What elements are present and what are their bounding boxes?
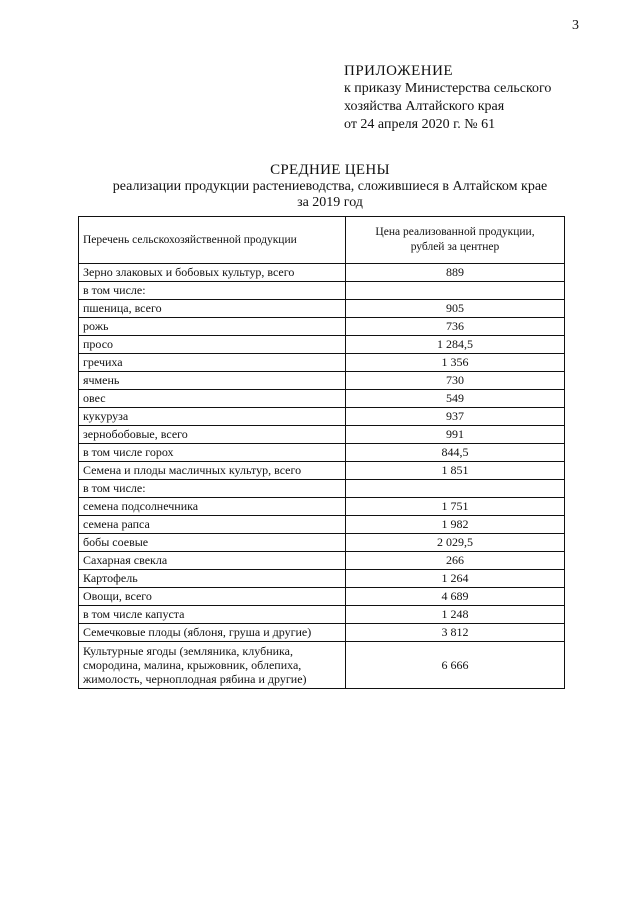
product-name-line-1: Культурные ягоды (земляника, клубника, <box>83 644 294 658</box>
product-price <box>346 480 565 498</box>
product-name: семена подсолнечника <box>79 498 346 516</box>
product-name: семена рапса <box>79 516 346 534</box>
product-price: 889 <box>346 264 565 282</box>
product-price: 991 <box>346 426 565 444</box>
table-row <box>79 480 565 498</box>
product-name: просо <box>79 336 346 354</box>
product-name: бобы соевые <box>79 534 346 552</box>
product-name-line-3: жимолость, черноплодная рябина и другие) <box>83 672 307 686</box>
table-row <box>79 426 565 444</box>
product-price <box>346 282 565 300</box>
appendix-line-1: к приказу Министерства сельского <box>344 81 552 96</box>
table-row <box>79 552 565 570</box>
table-row <box>79 588 565 606</box>
table-row <box>79 408 565 426</box>
table-row <box>79 300 565 318</box>
table-row <box>79 318 565 336</box>
product-price: 905 <box>346 300 565 318</box>
product-name: в том числе: <box>79 480 346 498</box>
product-price: 266 <box>346 552 565 570</box>
table-row <box>79 606 565 624</box>
product-price: 844,5 <box>346 444 565 462</box>
product-name: гречиха <box>79 354 346 372</box>
product-price: 3 812 <box>346 624 565 642</box>
table-row <box>79 498 565 516</box>
product-price: 730 <box>346 372 565 390</box>
product-price: 1 248 <box>346 606 565 624</box>
product-price: 4 689 <box>346 588 565 606</box>
title-main: СРЕДНИЕ ЦЕНЫ <box>270 162 390 178</box>
table-row <box>79 642 565 689</box>
product-price: 736 <box>346 318 565 336</box>
product-name: Зерно злаковых и бобовых культур, всего <box>79 264 346 282</box>
price-table <box>78 216 565 689</box>
table-row <box>79 264 565 282</box>
product-price: 1 982 <box>346 516 565 534</box>
appendix-line-3: от 24 апреля 2020 г. № 61 <box>344 117 496 132</box>
table-row <box>79 390 565 408</box>
product-price: 1 284,5 <box>346 336 565 354</box>
product-price: 1 851 <box>346 462 565 480</box>
header-price-line-2: рублей за центнер <box>410 241 500 253</box>
product-name: зернобобовые, всего <box>79 426 346 444</box>
header-price-line-1: Цена реализованной продукции, <box>375 226 535 238</box>
table-row <box>79 516 565 534</box>
product-name-line-2: смородина, малина, крыжовник, облепиха, <box>83 658 302 672</box>
appendix-line-2: хозяйства Алтайского края <box>344 99 505 114</box>
product-name: ячмень <box>79 372 346 390</box>
table-row <box>79 444 565 462</box>
table-row <box>79 570 565 588</box>
product-name: рожь <box>79 318 346 336</box>
header-product: Перечень сельскохозяйственной продукции <box>79 217 346 264</box>
product-price: 937 <box>346 408 565 426</box>
table-row <box>79 624 565 642</box>
product-name: Семена и плоды масличных культур, всего <box>79 462 346 480</box>
product-price: 2 029,5 <box>346 534 565 552</box>
page-number: 3 <box>572 18 579 33</box>
product-name: овес <box>79 390 346 408</box>
title-subtitle-2: за 2019 год <box>297 195 363 210</box>
product-price: 1 356 <box>346 354 565 372</box>
document-title <box>60 162 600 211</box>
table-row <box>79 354 565 372</box>
product-name <box>79 642 346 689</box>
table-header-row <box>79 217 565 264</box>
product-name: пшеница, всего <box>79 300 346 318</box>
product-name: в том числе горох <box>79 444 346 462</box>
product-name: в том числе: <box>79 282 346 300</box>
product-name: Картофель <box>79 570 346 588</box>
product-name: в том числе капуста <box>79 606 346 624</box>
product-price: 549 <box>346 390 565 408</box>
table-row <box>79 282 565 300</box>
table-row <box>79 336 565 354</box>
table-row <box>79 462 565 480</box>
title-subtitle-1: реализации продукции растениеводства, сложившиеся в Алтайском крае <box>112 179 548 194</box>
product-name: Овощи, всего <box>79 588 346 606</box>
table-row <box>79 534 565 552</box>
product-name: Сахарная свекла <box>79 552 346 570</box>
appendix-block <box>344 62 551 134</box>
product-name: кукуруза <box>79 408 346 426</box>
product-price: 6 666 <box>346 642 565 689</box>
appendix-heading: ПРИЛОЖЕНИЕ <box>344 63 454 79</box>
header-price <box>346 217 565 264</box>
product-price: 1 264 <box>346 570 565 588</box>
product-name: Семечковые плоды (яблоня, груша и другие) <box>79 624 346 642</box>
product-price: 1 751 <box>346 498 565 516</box>
table-row <box>79 372 565 390</box>
